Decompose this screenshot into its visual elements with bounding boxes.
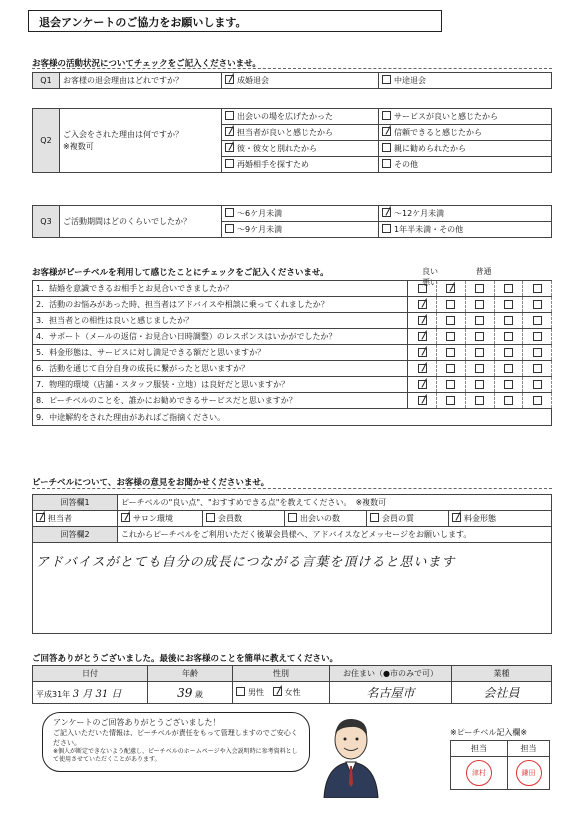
rating-option[interactable] bbox=[408, 361, 437, 377]
rating-option[interactable] bbox=[408, 377, 437, 393]
scale-normal: 普通 bbox=[475, 267, 492, 276]
checkbox-icon[interactable] bbox=[382, 127, 391, 136]
staff-illustration-icon bbox=[318, 712, 384, 798]
rating-option[interactable] bbox=[523, 313, 552, 329]
checkbox-icon[interactable] bbox=[533, 380, 542, 389]
checkbox-icon[interactable] bbox=[504, 348, 513, 357]
scale-good: 良い bbox=[422, 267, 438, 276]
age-field[interactable]: 39 歳 bbox=[148, 682, 233, 704]
rating-option[interactable] bbox=[465, 361, 494, 377]
checkbox-icon[interactable] bbox=[225, 208, 234, 217]
checkbox-icon[interactable] bbox=[382, 159, 391, 168]
checkbox-icon[interactable] bbox=[475, 300, 484, 309]
checkbox-icon[interactable] bbox=[225, 75, 234, 84]
rating-row bbox=[33, 313, 552, 329]
rating-option[interactable] bbox=[494, 313, 523, 329]
bubble-line: アンケートのご回答ありがとうございました！ bbox=[53, 718, 221, 727]
checkbox-icon[interactable] bbox=[533, 332, 542, 341]
a1-option[interactable]: サロン環境 bbox=[118, 511, 203, 527]
col-date: 日付 bbox=[33, 666, 148, 682]
q1-option[interactable]: 中途退会 bbox=[379, 73, 552, 89]
rating-question: 8．ピーチベルのことを、誰かにお勧めできるサービスだと思いますか？ bbox=[33, 393, 408, 409]
rating-option[interactable] bbox=[494, 377, 523, 393]
answer2-field[interactable] bbox=[33, 543, 552, 634]
checkbox-icon[interactable] bbox=[475, 380, 484, 389]
rating-option[interactable] bbox=[465, 297, 494, 313]
rating-row bbox=[33, 297, 552, 313]
staff-col: 担当 bbox=[451, 741, 508, 757]
rating-option[interactable] bbox=[437, 281, 466, 297]
hanko-stamp: 津村 bbox=[466, 760, 492, 786]
rating-option[interactable] bbox=[494, 361, 523, 377]
q2-option[interactable]: 親に勧められたから bbox=[379, 141, 552, 157]
section2-heading: お客様がピーチベルを利用して感じたことにチェックをご記入くださいませ。 bbox=[32, 268, 329, 278]
rating-option[interactable] bbox=[523, 393, 552, 409]
q1-table bbox=[32, 72, 552, 89]
section3-heading: ピーチベルについて、お客様の意見をお聞かせくださいませ。 bbox=[32, 478, 270, 488]
rating-option[interactable] bbox=[408, 281, 437, 297]
section1-heading: お客様の活動状況についてチェックをご記入くださいませ。 bbox=[32, 59, 261, 69]
rating-question: 4．サポート（メールの返信・お見合い日時調整）のレスポンスはいかがでしたか？ bbox=[33, 329, 408, 345]
col-industry: 業種 bbox=[452, 666, 552, 682]
rating-option[interactable] bbox=[494, 393, 523, 409]
answer-table bbox=[32, 494, 552, 634]
col-residence: お住まい（●市のみで可） bbox=[330, 666, 452, 682]
checkbox-icon[interactable] bbox=[504, 284, 513, 293]
checkbox-icon[interactable] bbox=[418, 300, 427, 309]
checkbox-icon[interactable] bbox=[225, 143, 234, 152]
checkbox-icon[interactable] bbox=[446, 332, 455, 341]
rating-option[interactable] bbox=[408, 329, 437, 345]
checkbox-icon[interactable] bbox=[418, 284, 427, 293]
a1-option[interactable]: 会員数 bbox=[203, 511, 285, 527]
checkbox-icon[interactable] bbox=[533, 316, 542, 325]
q3-option[interactable]: 1年半未満・その他 bbox=[379, 222, 552, 238]
rating-option[interactable] bbox=[465, 377, 494, 393]
a1-option[interactable]: 料金形態 bbox=[449, 511, 552, 527]
profile-table bbox=[32, 665, 552, 704]
rating-option[interactable] bbox=[523, 345, 552, 361]
checkbox-icon[interactable] bbox=[504, 380, 513, 389]
rating-option[interactable] bbox=[523, 297, 552, 313]
checkbox-icon[interactable] bbox=[452, 513, 461, 522]
q9-row: 9．中途解約をされた理由があればご指摘ください。 bbox=[33, 409, 552, 426]
a1-option[interactable]: 担当者 bbox=[33, 511, 118, 527]
rating-question: 7．物理的環境（店舗・スタッフ服装・立地）は良好だと思いますか？ bbox=[33, 377, 408, 393]
q1-no: Q1 bbox=[33, 73, 60, 89]
rating-row bbox=[33, 345, 552, 361]
checkbox-icon[interactable] bbox=[236, 687, 245, 696]
checkbox-icon[interactable] bbox=[370, 513, 379, 522]
staff-table bbox=[450, 740, 550, 790]
q3-no: Q3 bbox=[33, 206, 60, 238]
checkbox-icon[interactable] bbox=[475, 332, 484, 341]
q2-option[interactable]: 彼・彼女と別れたから bbox=[222, 141, 379, 157]
q2-option[interactable]: その他 bbox=[379, 157, 552, 173]
answer2-handwriting: アドバイスがとても自分の成長につながる言葉を頂けると思います bbox=[36, 555, 456, 570]
q2-question: ご入会をされた理由は何ですか？ ※複数可 bbox=[60, 109, 222, 173]
rating-option[interactable] bbox=[408, 393, 437, 409]
checkbox-icon[interactable] bbox=[446, 284, 455, 293]
q2-option[interactable]: 再婚相手を探すため bbox=[222, 157, 379, 173]
checkbox-icon[interactable] bbox=[418, 380, 427, 389]
q2-option[interactable]: サービスが良いと感じたから bbox=[379, 109, 552, 125]
checkbox-icon[interactable] bbox=[225, 127, 234, 136]
rating-row bbox=[33, 281, 552, 297]
rating-option[interactable] bbox=[437, 361, 466, 377]
checkbox-icon[interactable] bbox=[121, 513, 130, 522]
checkbox-icon[interactable] bbox=[382, 208, 391, 217]
checkbox-icon[interactable] bbox=[446, 300, 455, 309]
rating-option[interactable] bbox=[494, 297, 523, 313]
hanko-stamp: 鎌田 bbox=[516, 760, 542, 786]
checkbox-icon[interactable] bbox=[418, 332, 427, 341]
bubble-line: ※個人が断定できないよう配慮し、ピーチベルのホームページや入会説明時に参考資料として使用させていただくことがあります。 bbox=[53, 748, 298, 763]
checkbox-icon[interactable] bbox=[446, 396, 455, 405]
checkbox-icon[interactable] bbox=[382, 143, 391, 152]
date-field[interactable]: 平成31年 3 月 31 日 bbox=[33, 682, 148, 704]
checkbox-icon[interactable] bbox=[446, 364, 455, 373]
rating-option[interactable] bbox=[523, 377, 552, 393]
rating-option[interactable] bbox=[437, 329, 466, 345]
q2-option[interactable]: 信頼できると感じたから bbox=[379, 125, 552, 141]
checkbox-icon[interactable] bbox=[504, 396, 513, 405]
answer1-prompt: ピーチベルの"良い点"、"おすすめできる点"を教えてください。 ※複数可 bbox=[118, 495, 552, 511]
section4-heading: ご回答ありがとうございました。最後にお客様のことを簡単に教えてください。 bbox=[32, 654, 339, 664]
checkbox-icon[interactable] bbox=[418, 316, 427, 325]
col-age: 年齢 bbox=[148, 666, 233, 682]
q1-question: お客様の退会理由はどれですか？ bbox=[60, 73, 222, 89]
checkbox-icon[interactable] bbox=[382, 111, 391, 120]
checkbox-icon[interactable] bbox=[225, 111, 234, 120]
rating-option[interactable] bbox=[408, 345, 437, 361]
checkbox-icon[interactable] bbox=[446, 380, 455, 389]
rating-option[interactable] bbox=[408, 297, 437, 313]
rating-row bbox=[33, 393, 552, 409]
rating-option[interactable] bbox=[437, 377, 466, 393]
checkbox-icon[interactable] bbox=[504, 332, 513, 341]
rating-option[interactable] bbox=[465, 329, 494, 345]
rating-question: 2．活動のお悩みがあった時、担当者はアドバイスや相談に乗ってくれましたか？ bbox=[33, 297, 408, 313]
rating-row bbox=[33, 377, 552, 393]
checkbox-icon[interactable] bbox=[504, 364, 513, 373]
checkbox-icon[interactable] bbox=[504, 316, 513, 325]
rating-option[interactable] bbox=[494, 281, 523, 297]
checkbox-icon[interactable] bbox=[504, 300, 513, 309]
industry-field[interactable]: 会社員 bbox=[452, 682, 552, 704]
divider bbox=[32, 68, 552, 70]
q2-table bbox=[32, 108, 552, 173]
checkbox-icon[interactable] bbox=[533, 348, 542, 357]
title-bar bbox=[28, 10, 442, 32]
checkbox-icon[interactable] bbox=[533, 284, 542, 293]
rating-option[interactable] bbox=[437, 345, 466, 361]
divider bbox=[32, 488, 552, 489]
rating-option[interactable] bbox=[494, 345, 523, 361]
checkbox-icon[interactable] bbox=[225, 159, 234, 168]
rating-table bbox=[32, 280, 552, 426]
rating-option[interactable] bbox=[437, 393, 466, 409]
checkbox-icon[interactable] bbox=[475, 364, 484, 373]
rating-question: 3．担当者との相性は良いと感じましたか？ bbox=[33, 313, 408, 329]
answer2-prompt: これからピーチベルをご利用いただく後輩会員様へ、アドバイスなどメッセージをお願いします。 bbox=[118, 527, 552, 543]
staff-area-title: ※ピーチベル記入欄※ bbox=[450, 728, 528, 737]
checkbox-icon[interactable] bbox=[446, 348, 455, 357]
a1-option[interactable]: 会員の質 bbox=[367, 511, 449, 527]
checkbox-icon[interactable] bbox=[533, 300, 542, 309]
bubble-line: ご記入いただいた情報は、ピーチベルが責任をもって管理しますのでご安心ください。 bbox=[53, 729, 298, 747]
checkbox-icon[interactable] bbox=[206, 513, 215, 522]
checkbox-icon[interactable] bbox=[475, 396, 484, 405]
rating-option[interactable] bbox=[465, 313, 494, 329]
checkbox-icon[interactable] bbox=[446, 316, 455, 325]
q2-option[interactable]: 担当者が良いと感じたから bbox=[222, 125, 379, 141]
checkbox-icon[interactable] bbox=[533, 396, 542, 405]
rating-row bbox=[33, 329, 552, 345]
answer1-label: 回答欄1 bbox=[33, 495, 118, 511]
checkbox-icon[interactable] bbox=[475, 316, 484, 325]
thanks-bubble bbox=[42, 712, 310, 772]
answer2-label: 回答欄2 bbox=[33, 527, 118, 543]
checkbox-icon[interactable] bbox=[418, 364, 427, 373]
rating-option[interactable] bbox=[523, 329, 552, 345]
checkbox-icon[interactable] bbox=[382, 224, 391, 233]
checkbox-icon[interactable] bbox=[288, 513, 297, 522]
staff-col: 担当 bbox=[508, 741, 550, 757]
scale-bad: 悪い bbox=[422, 278, 438, 287]
q3-option[interactable]: 〜9ケ月未満 bbox=[222, 222, 379, 238]
rating-option[interactable] bbox=[523, 281, 552, 297]
residence-field[interactable]: 名古屋市 bbox=[330, 682, 452, 704]
checkbox-icon[interactable] bbox=[225, 224, 234, 233]
rating-question: 5．料金形態は、サービスに対し満足できる額だと思いますか？ bbox=[33, 345, 408, 361]
checkbox-icon[interactable] bbox=[418, 348, 427, 357]
q2-no: Q2 bbox=[33, 109, 60, 173]
rating-option[interactable] bbox=[465, 345, 494, 361]
rating-option[interactable] bbox=[523, 361, 552, 377]
a1-option[interactable]: 出会いの数 bbox=[285, 511, 367, 527]
q3-table bbox=[32, 205, 552, 238]
page-title: 退会アンケートのご協力をお願いします。 bbox=[39, 16, 247, 29]
rating-option[interactable] bbox=[465, 393, 494, 409]
checkbox-icon[interactable] bbox=[273, 687, 282, 696]
q1-option[interactable]: 成婚退会 bbox=[222, 73, 379, 89]
col-gender: 性別 bbox=[233, 666, 330, 682]
checkbox-icon[interactable] bbox=[475, 284, 484, 293]
checkbox-icon[interactable] bbox=[36, 513, 45, 522]
rating-option[interactable] bbox=[494, 329, 523, 345]
checkbox-icon[interactable] bbox=[418, 396, 427, 405]
rating-option[interactable] bbox=[465, 281, 494, 297]
q3-option[interactable]: 〜12ケ月未満 bbox=[379, 206, 552, 222]
rating-question: 6．活動を通じて自分自身の成長に繋がったと思いますか？ bbox=[33, 361, 408, 377]
rating-option[interactable] bbox=[437, 297, 466, 313]
rating-option[interactable] bbox=[437, 313, 466, 329]
rating-option[interactable] bbox=[408, 313, 437, 329]
gender-field[interactable]: 男性 女性 bbox=[233, 682, 330, 704]
rating-question: 1．結婚を意識できるお相手とお見合いできましたか？ bbox=[33, 281, 408, 297]
q3-question: ご活動期間はどのくらいでしたか？ bbox=[60, 206, 222, 238]
checkbox-icon[interactable] bbox=[475, 348, 484, 357]
q2-option[interactable]: 出会いの場を広げたかった bbox=[222, 109, 379, 125]
checkbox-icon[interactable] bbox=[533, 364, 542, 373]
checkbox-icon[interactable] bbox=[382, 75, 391, 84]
rating-row bbox=[33, 361, 552, 377]
q3-option[interactable]: 〜6ケ月未満 bbox=[222, 206, 379, 222]
